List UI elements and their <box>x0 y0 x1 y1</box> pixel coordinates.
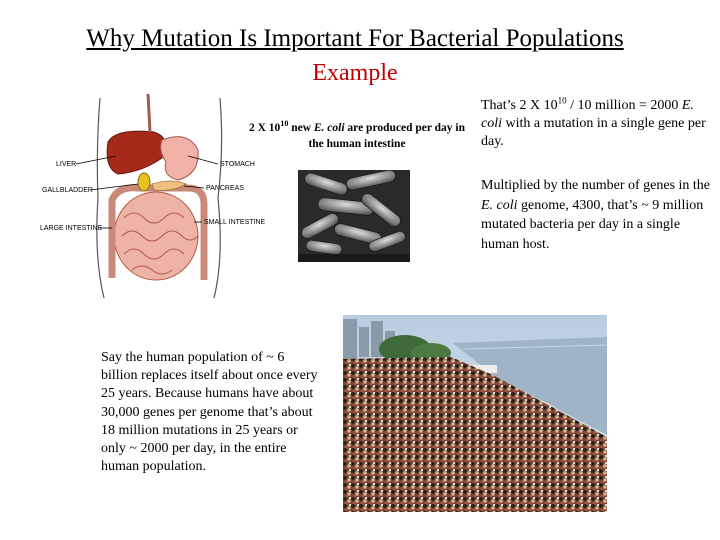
genome-mutation-text <box>481 176 711 254</box>
rt1-suffix: with a mutation in a single gene per day. <box>481 116 706 149</box>
gallbladder-label: GALLBLADDER <box>42 187 93 194</box>
pancreas-label: PANCREAS <box>206 185 244 192</box>
caption-organism: E. coli <box>313 122 345 134</box>
caption-exponent: 10 <box>280 119 289 129</box>
caption-middle: new <box>288 122 314 134</box>
caption-suffix: are produced per day in the human intestine <box>308 122 465 150</box>
gallbladder-shape <box>138 173 150 191</box>
large-intestine-label: LARGE INTESTINE <box>40 225 103 232</box>
digestive-system-illustration <box>38 88 268 308</box>
rt1-exponent: 10 <box>557 95 567 106</box>
crowd-photo-image <box>343 315 607 512</box>
rt1-prefix: That’s 2 X 10 <box>481 98 558 113</box>
stomach-shape <box>161 137 199 180</box>
stomach-label: STOMACH <box>220 161 255 168</box>
mutation-rate-text <box>481 97 711 151</box>
liver-label: LIVER <box>56 161 77 168</box>
liver-shape <box>107 131 165 174</box>
small-intestine-label: SMALL INTESTINE <box>204 219 266 226</box>
rt1-organism: E. coli <box>481 98 694 131</box>
ecoli-production-caption <box>246 120 468 152</box>
rt2-suffix: genome, 4300, that’s ~ 9 million mutated bacteria per day in a single human host. <box>481 197 704 252</box>
rt1-middle: / 10 million = 2000 <box>566 98 682 113</box>
caption-prefix: 2 X 10 <box>249 122 281 134</box>
rt2-prefix: Multiplied by the number of genes in the <box>481 178 711 193</box>
slide-title: Why Mutation Is Important For Bacterial Populations <box>86 25 624 52</box>
human-population-text: Say the human population of ~ 6 billion replaces itself about once every 25 years. Because humans have about 30,000 genes per genome that’s about 18 million mutations in 25 years or only ~ 2000 per day, in the entire human population. <box>101 350 318 475</box>
rt2-organism: E. coli <box>481 197 518 213</box>
slide-subtitle: Example <box>312 60 398 86</box>
ecoli-micrograph-image <box>298 170 410 262</box>
small-intestine-shape <box>114 192 198 280</box>
